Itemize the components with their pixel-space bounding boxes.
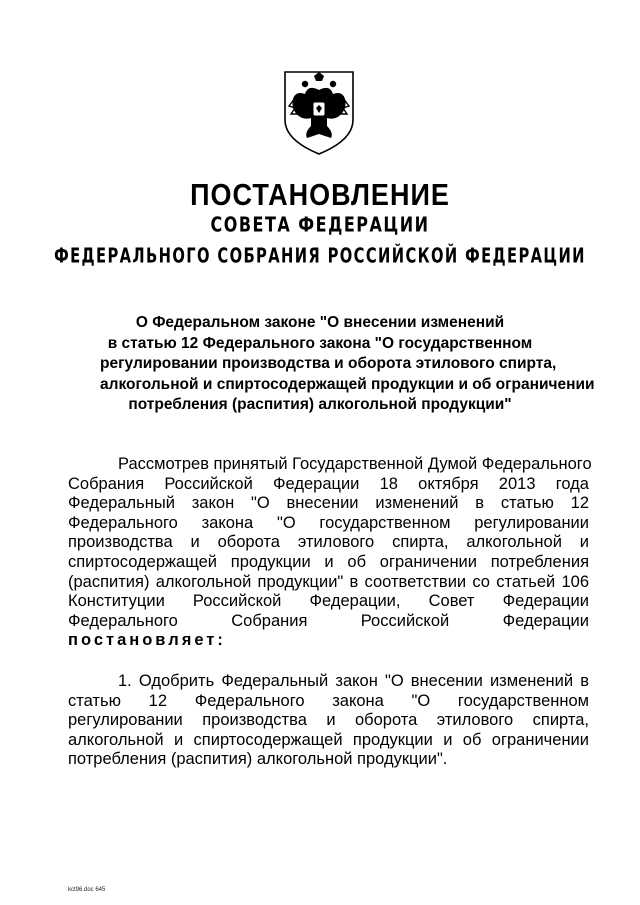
issuer-line-2: ФЕДЕРАЛЬНОГО СОБРАНИЯ РОССИЙСКОЙ ФЕДЕРАЦИИ [54,243,586,268]
text-line: алкогольной и спиртосодержащей продукции и об ограничении [68,730,589,749]
document-subject [100,313,595,416]
text-line: потребления (распития) алкогольной продукции". [68,750,448,769]
document-title: ПОСТАНОВЛЕНИЕ [190,178,450,212]
subject-line: алкогольной и спиртосодержащей продукции и об ограничении [100,375,595,393]
subject-line: О Федеральном законе "О внесении изменений [135,314,505,331]
text-line: производства и оборота этилового спирта, алкогольной и [68,533,589,552]
text-line: Собрания Российской Федерации 18 октября 2013 года [68,474,589,493]
text-line: 1. Одобрить Федеральный закон "О внесении изменений в [118,672,589,690]
text-line: спиртосодержащей продукции и об ограничении потребления [68,552,589,571]
text-line: (распития) алкогольной продукции" в соответствии со статьей 106 [68,572,589,591]
subject-line: в статью 12 Федерального закона "О государственном [107,334,533,352]
subject-line: потребления (распития) алкогольной продукции" [128,396,512,414]
text-line: Федеральный закон "О внесении изменений в статью 12 [68,494,589,513]
text-line: Федерального закона "О государственном регулировании [68,513,589,532]
item-1-paragraph [68,672,589,770]
text-line: статью 12 Федерального закона "О государственном [68,691,589,710]
text-line: Конституции Российской Федерации, Совет Федерации [68,592,589,611]
subject-line: регулировании производства и оборота этилового спирта, [100,355,557,373]
coat-of-arms-emblem [281,68,357,156]
preamble-paragraph [68,455,592,651]
resolves-word: постановляет: [68,631,226,650]
text-line: Федерального Собрания Российской Федерации [68,611,589,630]
issuer-line-1: СОВЕТА ФЕДЕРАЦИИ [210,212,430,237]
text-line: регулировании производства и оборота этилового спирта, [68,711,589,730]
text-line: Рассмотрев принятый Государственной Думой Федерального [118,455,592,473]
file-reference: kct96.doc 645 [68,887,106,893]
